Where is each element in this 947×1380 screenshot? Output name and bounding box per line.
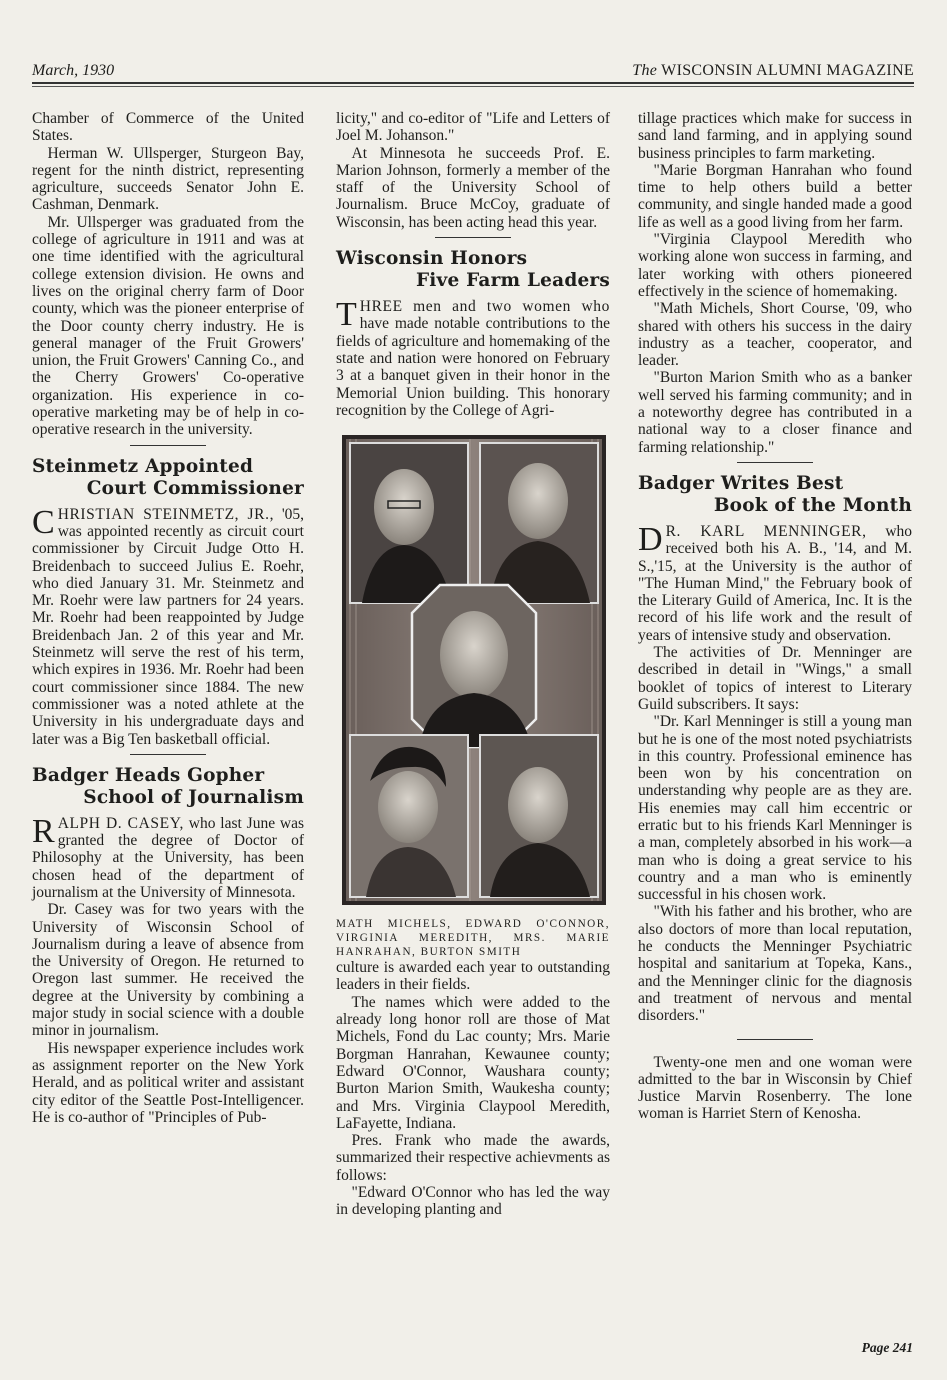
honors-heading-line-1: Wisconsin Honors [336, 248, 528, 270]
smith-paragraph: "Burton Marion Smith who as a banker well served his farming community; and in a noteworthy degree has contributed in a national way to a closer finance and farming relationship." [638, 369, 912, 456]
book-paragraph-4: "With his father and his brother, who are also doctors of more than local reputation, he conducts the Menninger Psychiatric hospital and sanitarium at Topeka, Kans., and the Menninger clinic for the diagnosis and treatment of nervous and mental disorders." [638, 903, 912, 1025]
casey-heading [32, 765, 304, 809]
book-heading-line-2: Book of the Month [713, 494, 912, 516]
minnesota-paragraph: At Minnesota he succeeds Prof. E. Marion Johnson, formerly a member of the staff of the University School of Journalism. Bruce McCoy, graduate of Wisconsin, has been acting head this year. [336, 144, 610, 231]
meredith-paragraph: "Virginia Claypool Meredith who working alone won success in farming, and later working with others pioneered effectively in the science of homemaking. [638, 231, 912, 300]
book-heading [638, 473, 912, 517]
portrait-bottom-left [350, 735, 468, 897]
column-2 [336, 110, 610, 1219]
column-3 [638, 110, 912, 1123]
header-rule [32, 82, 914, 84]
book-paragraph-3: "Dr. Karl Menninger is still a young man but he is one of the most noted psychiatrists in this country. Professional eminence has been won by his concentration on understanding why people are as they are. His enemies may call him eccentric or erratic but to his friends Karl Menninger is a man, completely absorbed in his work—a man who is doing a great service to his country and a man who is eminently successful in his chosen work. [638, 713, 912, 904]
steinmetz-article [32, 503, 305, 748]
ullsperger-paragraph-1: Herman W. Ullsperger, Sturgeon Bay, regent for the ninth district, representing agriculture, succeeds Senator John E. Cashman, Denmark. [32, 144, 304, 214]
lead-in: ALPH D. CASEY, [57, 814, 184, 832]
page-header [32, 60, 914, 84]
col3-continuation: tillage practices which make for success in sand land farming, and in applying sound business principles to farm marketing. [638, 110, 912, 162]
magazine-title-the: The [632, 62, 658, 79]
section-divider [737, 1039, 813, 1040]
oconnor-paragraph: "Edward O'Connor who has led the way in developing planting and [336, 1184, 610, 1219]
issue-date: March, 1930 [32, 62, 115, 79]
photo-caption: MATH MICHELS, EDWARD O'CONNOR, VIRGINIA MEREDITH, MRS. MARIE HANRAHAN, BURTON SMITH [336, 918, 610, 959]
casey-heading-line-2: School of Journalism [83, 786, 304, 808]
steinmetz-heading-line-2: Court Commissioner [86, 477, 304, 499]
magazine-title-name: WISCONSIN ALUMNI MAGAZINE [661, 62, 914, 79]
portrait-top-left [350, 443, 468, 603]
drop-cap: C [32, 503, 55, 541]
lead-in: HREE men and two women who [359, 298, 610, 316]
section-divider [737, 462, 813, 463]
drop-cap: D [638, 520, 663, 558]
lead-in: R. KARL MENNINGER, [665, 522, 867, 540]
lead-in: HRISTIAN STEINMETZ, JR., [57, 505, 275, 523]
portrait-top-right [480, 443, 598, 603]
honors-article [336, 298, 610, 419]
bar-admission-paragraph: Twenty-one men and one woman were admitted to the bar in Wisconsin by Chief Justice Marvin Rosenberry. The lone woman is Harriet Stern of Kenosha. [638, 1053, 912, 1123]
drop-cap: T [336, 296, 357, 334]
honors-names-paragraph: The names which were added to the already long honor roll are those of Mat Michels, Fond du Lac county; Mrs. Marie Borgman Hanrahan, Kewaunee county; Edward O'Connor, Waushara county; Burton Marion Smith, Waukesha county; and Mrs. Virginia Claypool Meredith, LaFayette, Indiana. [336, 993, 610, 1132]
hanrahan-paragraph: "Marie Borgman Hanrahan who found time to help others build a better community, and single handed made a good life as well as a good living from her farm. [638, 161, 912, 231]
section-divider [435, 237, 511, 238]
casey-heading-line-1: Badger Heads Gopher [32, 764, 265, 786]
section-divider [130, 445, 206, 446]
honors-heading-line-2: Five Farm Leaders [415, 270, 610, 292]
casey-body: who last June was granted the degree of Doctor of Philosophy at the University, has been chosen head of the department of journalism at the University of Minnesota. [32, 814, 304, 901]
book-paragraph-2: The activities of Dr. Menninger are described in detail in "Wings," a small booklet of topics of interest to Literary Guild subscribers. It says: [638, 644, 912, 713]
steinmetz-heading-line-1: Steinmetz Appointed [32, 455, 254, 477]
portrait-bottom-right [480, 735, 598, 897]
col1-continuation: Chamber of Commerce of the United States. [32, 110, 304, 145]
steinmetz-body: '05, was appointed recently as circuit court commissioner by Circuit Judge Otto H. Breidenbach to succeed Julius E. Roehr, who died January 31. Mr. Steinmetz and Mr. Roehr were law partners for 24 years. Mr. Roehr had been reappointed by Judge Breidenbach Jan. 2 of this year and Mr. Steinmetz will serve the rest of his term, which expires in 1936. Mr. Roehr had been court commissioner since 1884. The new commissioner was a noted athlete at the University in his undergraduate days and later was a Big Ten basketball official. [32, 505, 305, 748]
photo-montage-graphic [342, 435, 606, 905]
farm-leaders-photo-montage [342, 435, 606, 905]
steinmetz-heading [32, 456, 304, 500]
casey-paragraph-2: Dr. Casey was for two years with the University of Wisconsin School of Journalism during a leave of absence from the University of Oregon. He returned to Oregon last summer. He received the degree at the University by combining a major study in social science with a double minor in journalism. [32, 901, 304, 1040]
book-article [638, 520, 913, 644]
drop-cap: R [32, 812, 55, 850]
michels-paragraph: "Math Michels, Short Course, '09, who shared with others his success in the dairy industry as a teacher, cooperator, and leader. [638, 300, 912, 370]
book-body: who received both his A. B., '14, and M. S.,'15, at the University is the author of "The Human Mind," the February book of the Literary Guild of America, Inc. It is the record of his life work and the result of years of intensive study and observation. [638, 522, 913, 644]
book-heading-line-1: Badger Writes Best [638, 472, 844, 494]
honors-heading [336, 248, 610, 292]
column-1 [32, 110, 304, 1126]
honors-body: have made notable contributions to the fields of agriculture and homemaking of the state and nation were honored on February 3 at a banquet given in their honor in the Memorial Union building. This honorary recognition by the College of Agri- [336, 315, 610, 419]
casey-paragraph-3: His newspaper experience includes work as assignment reporter on the New York Herald, and as political writer and assistant city editor of the Seattle Post-Intelligencer. He is co-author of "Principles of Pub- [32, 1039, 304, 1126]
col2-continuation: licity," and co-editor of "Life and Letters of Joel M. Johanson." [336, 110, 610, 145]
header-rule-thin [32, 86, 914, 87]
ullsperger-paragraph-2: Mr. Ullsperger was graduated from the college of agriculture in 1911 and was at one time identified with the agricultural college extension division. He owns and lives on the original cherry farm of Door county, which was the pioneer enterprise of the Door county cherry industry. He is general manager of the Fruit Growers' union, the Fruit Growers' Canning Co., and the Cherry Growers' Co-operative organization. His experience in co-operative marketing may be of help in co-operative research in the university. [32, 213, 304, 439]
page-number: Page 241 [861, 1340, 913, 1355]
magazine-title [632, 62, 914, 80]
casey-article [32, 812, 304, 901]
honors-continuation: culture is awarded each year to outstanding leaders in their fields. [336, 959, 610, 994]
section-divider [130, 754, 206, 755]
portrait-center [412, 585, 536, 747]
frank-paragraph: Pres. Frank who made the awards, summarized their respective achievments as follows: [336, 1132, 610, 1184]
